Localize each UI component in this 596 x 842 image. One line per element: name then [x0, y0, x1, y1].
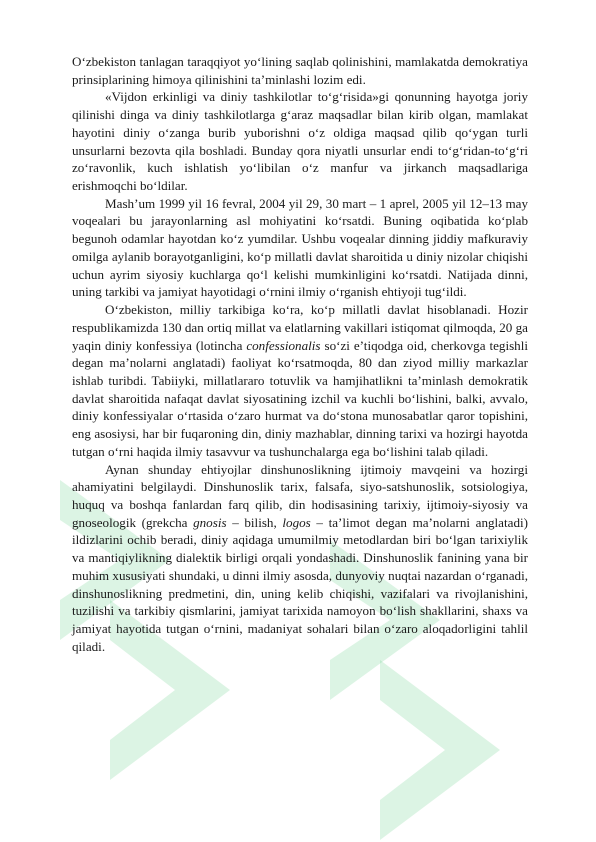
italic-term: confessionalis: [246, 337, 321, 353]
document-body: [72, 53, 528, 655]
text-run: O‘zbekiston, milliy tarkibiga ko‘ra, ko‘p millatli davlat hisoblanadi. Hozir respublikamizda 130 dan ortiq millat va elatlarning vakillari istiqomat qilmoqda, 20 ga yaqin diniy konfessiya (lotincha: [72, 302, 528, 353]
text-run: so‘zi e’tiqodga oid, cherkovga tegishli degan ma’nolarni anglatadi) faoliyat ko‘rsatmoqda, 80 dan ziyod milliy markazlar ishlab turibdi. Tabiiyki, millatlararo totuvlik va hamjihatlikni ta’minlash demokratik davlat sharoitida nafaqat davlat siyosatining izchil va kuchli bo‘lishini, balki, avvalo, diniy konfessiyalar o‘rtasida o‘zaro hurmat va do‘stona munosabatlar qaror topishini, eng asosiysi, har bir fuqaroning din, diniy mazhablar, dinning tarixi va hozirgi hayotda tutgan o‘rni haqida ilmiy tasavvur va tushunchalarga ega bo‘lishini talab qiladi.: [72, 337, 528, 459]
italic-term: gnosis: [193, 514, 227, 530]
paragraph: [72, 461, 528, 656]
text-run: Mash’um 1999 yil 16 fevral, 2004 yil 29, 30 mart – 1 aprel, 2005 yil 12–13 may voqealari bu jarayonlarning asl mohiyatini ko‘rsatdi. Buning oqibatida ko‘plab begunoh odamlar hayotdan ko‘z yumdilar. Ushbu voqealar dinning jiddiy mafkuraviy omilga aylanib borayotganligini, ko‘p millatli davlat sharoitida u diniy nizolar chiqishi uchun ayrim siyosiy kuchlarga qo‘l kelishi mumkinligini ko‘rsatdi. Natijada dinni, uning tarkibi va jamiyat hayotidagi o‘rnini ilmiy o‘rganish ehtiyoji tug‘ildi.: [72, 195, 528, 300]
text-run: – ta’limot degan ma’nolarni anglatadi) ildizlarini ochib beradi, diniy aqidaga umumilmiy metodlardan biri bo‘lgan tarixiylik va mantiqiylikning dialektik birligi orqali yondashadi. Dinshunoslik fanining yana bir muhim xususiyati shundaki, u dinni ilmiy asosda, dunyoviy nuqtai nazardan o‘rganadi, dinshunoslikning predmetini, din, uning kelib chiqishi, vazifalari va rivojlanishini, tuzilishi va tarkibiy qismlarini, jamiyat tarixida namoyon bo‘lish shakllarini, shaxs va jamiyat hayotida tutgan o‘rnini, madaniyat sohalari bilan o‘zaro aloqadorligini tahlil qiladi.: [72, 514, 528, 654]
text-run: O‘zbekiston tanlagan taraqqiyot yo‘lining saqlab qolinishini, mamlakatda demokratiya prinsiplarining himoya qilinishini ta’minlashi lozim edi.: [72, 54, 528, 87]
italic-term: logos: [282, 514, 311, 530]
text-run: «Vijdon erkinligi va diniy tashkilotlar to‘g‘risida»gi qonunning hayotga joriy qilinishi dinga va diniy tashkilotlarga g‘araz maqsadlar bilan kirib olgan, mamlakat hayotini diniy o‘zanga burib yuborishni o‘z oldiga maqsad qilib qo‘ygan turli unsurlarni bezovta qila boshladi. Bunday qora niyatli unsurlar endi to‘g‘ridan-to‘g‘ri zo‘ravonlik, kuch ishlatish yo‘libilan o‘z manfur va jirkanch maqsadlariga erishmoqchi bo‘ldilar.: [72, 89, 528, 194]
paragraph: [72, 195, 528, 301]
text-run: – bilish,: [226, 514, 283, 530]
paragraph: [72, 88, 528, 194]
watermark-chevron-right-lower: [380, 660, 500, 840]
paragraph: [72, 53, 528, 88]
text-run: Aynan shunday ehtiyojlar dinshunoslikning ijtimoiy mavqeini va hozirgi ahamiyatini belgilaydi. Dinshunoslik tarix, falsafa, siyo-satshunoslik, sotsiologiya, huquq va boshqa fanlardan farq qilib, din hodisasining tarixiy, ijtimoiy-siyosiy va gnoseologik (grekcha: [72, 461, 528, 530]
paragraph: [72, 301, 528, 460]
